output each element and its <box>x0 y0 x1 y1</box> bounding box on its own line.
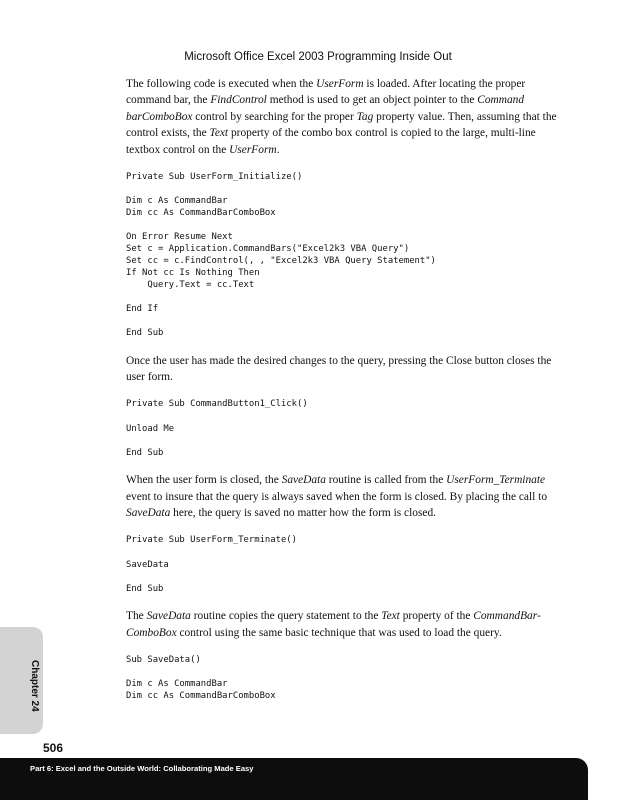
text-run: here, the query is saved no matter how the form is closed. <box>170 507 437 520</box>
code-block: Private Sub CommandButton1_Click() <box>126 399 308 410</box>
code-block: Unload Me <box>126 423 175 434</box>
italic-term: UserForm <box>229 143 277 156</box>
text-run: property value. Then, assuming that the control exists, the <box>126 110 557 140</box>
code-block: On Error Resume Next Set c = Application.CommandBars("Excel2k3 VBA Query") Set cc = c.FindControl(, , "Excel2k3 VBA Query Statement") If Not cc Is Nothing Then Query.Text = cc.Text <box>126 232 436 290</box>
italic-term: SaveData <box>146 610 191 623</box>
code-block: Private Sub UserForm_Terminate() <box>126 535 297 546</box>
italic-term: SaveData <box>281 474 326 487</box>
italic-term: UserForm_Terminate <box>446 474 546 487</box>
text-run: event to insure that the query is always saved when the form is closed. By placing the call to <box>126 490 548 503</box>
body-paragraph <box>126 76 566 158</box>
text-run: control by searching for the proper <box>192 110 357 123</box>
page-number: 506 <box>43 741 64 755</box>
text-run: routine is called from the <box>325 474 447 487</box>
text-run: control using the same basic technique that was used to load the query. <box>176 626 502 639</box>
body-paragraph <box>126 353 566 386</box>
italic-term: Text <box>381 610 400 623</box>
chapter-label: Chapter 24 <box>29 660 40 712</box>
italic-term: SaveData <box>126 507 171 520</box>
text-run: The following code is executed when the <box>126 78 317 90</box>
text-run: routine copies the query statement to the <box>190 610 382 623</box>
code-block: End Sub <box>126 447 164 458</box>
text-run: property of the <box>399 610 474 623</box>
code-block: Sub SaveData() <box>126 655 201 666</box>
body-paragraph <box>126 608 566 641</box>
code-block: Private Sub UserForm_Initialize() <box>126 172 303 183</box>
code-block: End Sub <box>126 584 164 595</box>
running-header: Microsoft Office Excel 2003 Programming Inside Out <box>184 51 452 63</box>
code-block: Dim c As CommandBar Dim cc As CommandBarComboBox <box>126 679 276 702</box>
text-run: method is used to get an object pointer to the <box>266 94 478 107</box>
page-body <box>126 76 566 716</box>
italic-term: Tag <box>356 110 374 123</box>
italic-term: Text <box>209 127 229 140</box>
body-paragraph <box>126 472 566 521</box>
italic-term: CommandBar-ComboBox <box>126 610 541 639</box>
footer-part-title: Part 6: Excel and the Outside World: Collaborating Made Easy <box>30 764 254 773</box>
text-run: property of the combo box control is copied to the large, multi-line textbox control on the <box>126 127 536 156</box>
text-run: . <box>276 143 280 156</box>
text-run: When the user form is closed, the <box>126 474 282 487</box>
code-block: Dim c As CommandBar Dim cc As CommandBarComboBox <box>126 196 276 219</box>
code-block: End Sub <box>126 328 164 339</box>
text-run: The <box>126 610 147 623</box>
italic-term: Command barComboBox <box>126 94 525 123</box>
code-block: End If <box>126 303 159 314</box>
italic-term: FindControl <box>210 94 267 107</box>
code-block: SaveData <box>126 559 169 570</box>
text-run: Once the user has made the desired changes to the query, pressing the Close button closes the user form. <box>126 354 552 383</box>
italic-term: UserForm <box>316 78 364 90</box>
text-run: is loaded. After locating the proper command bar, the <box>126 78 526 107</box>
